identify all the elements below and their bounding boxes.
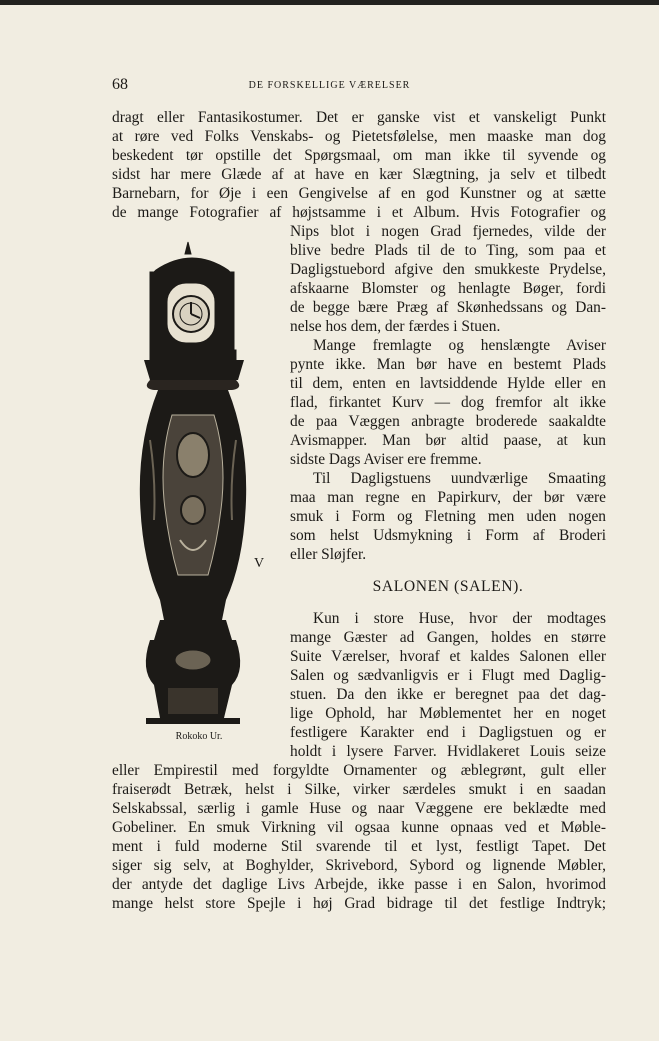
text-line: Nips blot i nogen Grad fjernedes, vilde der (290, 223, 606, 240)
text-line: Avismapper. Man bør altid paase, at kun (290, 432, 606, 449)
figure-caption: Rokoko Ur. (175, 731, 223, 742)
text-line: beskedent tør opstille det Spørgsmaal, om man ikke til syvende og (112, 147, 606, 164)
text-line: fraiserødt Betræk, helst i Silke, virker særdeles smukt i en saadan (112, 781, 606, 798)
running-head: DE FORSKELLIGE VÆRELSER (248, 80, 411, 91)
margin-mark: V (254, 556, 265, 571)
text-line: Gobeliner. En smuk Virkning vil ogsaa kunne opnaas ved et Møble- (112, 819, 606, 836)
text-line: de paa Væggen anbragte broderede saakaldte (290, 413, 606, 430)
text-line: der antyde det daglige Livs Arbejde, ikke passe i en Salon, hvorimod (112, 876, 606, 893)
text-line: Til Dagligstuens uundværlige Smaating (313, 470, 606, 487)
rokoko-clock-illustration (120, 240, 278, 725)
text-line: Barnebarn, for Øje i een Gengivelse af en god Kunstner og at sætte (112, 185, 606, 202)
top-edge-bar (0, 0, 659, 5)
text-line: til dem, enten en lavtsiddende Hylde eller en (290, 375, 606, 392)
text-line: at røre ved Folks Venskabs- og Pietetsfølelse, men maaske man dog (112, 128, 606, 145)
text-line: ment i fuld moderne Stil svarende til et lyst, festligt Tapet. Det (112, 838, 606, 855)
text-line: som helst Udsmykning i Form af Broderi (290, 527, 606, 544)
text-line: sidst har mere Glæde af at have en kær Slægtning, ja selv et tilbedt (112, 166, 606, 183)
text-line: festligere Karakter end i Dagligstuen og er (290, 724, 606, 741)
page-number: 68 (112, 76, 128, 93)
text-line: flad, firkantet Kurv — dog fremfor alt ikke (290, 394, 606, 411)
text-line: de mange Fotografier af højstsamme i et Album. Hvis Fotografier og (112, 204, 606, 221)
section-heading: SALONEN (SALEN). (372, 578, 524, 595)
text-line: lige Ophold, har Møblementet her en noget (290, 705, 606, 722)
text-line: holdt i lysere Farver. Hvidlakeret Louis seize (290, 743, 606, 760)
text-line: Kun i store Huse, hvor der modtages (313, 610, 606, 627)
text-line: de begge bære Præg af Skønhedssans og Dan- (290, 299, 606, 316)
text-line: pynte ikke. Man bør have en bestemt Plads (290, 356, 606, 373)
text-line: mange helst store Spejle i høj Grad bidrage til det festlige Indtryk; (112, 895, 606, 912)
text-line: Suite Værelser, hvoraf et kaldes Salonen eller (290, 648, 606, 665)
text-line: Selskabssal, særlig i gamle Huse og naar Væggene ere beklædte med (112, 800, 606, 817)
text-line: dragt eller Fantasikostumer. Det er ganske vist et vanskeligt Punkt (112, 109, 606, 126)
text-line: Dagligstuebord afgive den smukkeste Prydelse, (290, 261, 606, 278)
text-line: nelse hos dem, der færdes i Stuen. (290, 318, 501, 335)
text-line: Salen og sædvanligvis er i Flugt med Daglig- (290, 667, 606, 684)
text-line: sidste Dags Aviser ere fremme. (290, 451, 482, 468)
text-line: smuk i Form og Fletning men uden nogen (290, 508, 606, 525)
text-line: maa man regne en Papirkurv, der bør være (290, 489, 606, 506)
text-line: eller Empirestil med forgyldte Ornamenter og æblegrønt, gult eller (112, 762, 606, 779)
text-line: siger sig selv, at Boghylder, Skrivebord, Sybord og lignende Møbler, (112, 857, 606, 874)
text-line: Mange fremlagte og henslængte Aviser (313, 337, 606, 354)
text-line: mange Gæster ad Gangen, holdes en større (290, 629, 606, 646)
text-line: blive bedre Plads til de to Ting, som paa et (290, 242, 606, 259)
text-line: afskaarne Blomster og henlagte Bøger, fordi (290, 280, 606, 297)
clock-drawing (120, 240, 278, 725)
text-line: stuen. Da den ikke er beregnet paa det dag- (290, 686, 606, 703)
text-line: eller Sløjfer. (290, 546, 367, 563)
